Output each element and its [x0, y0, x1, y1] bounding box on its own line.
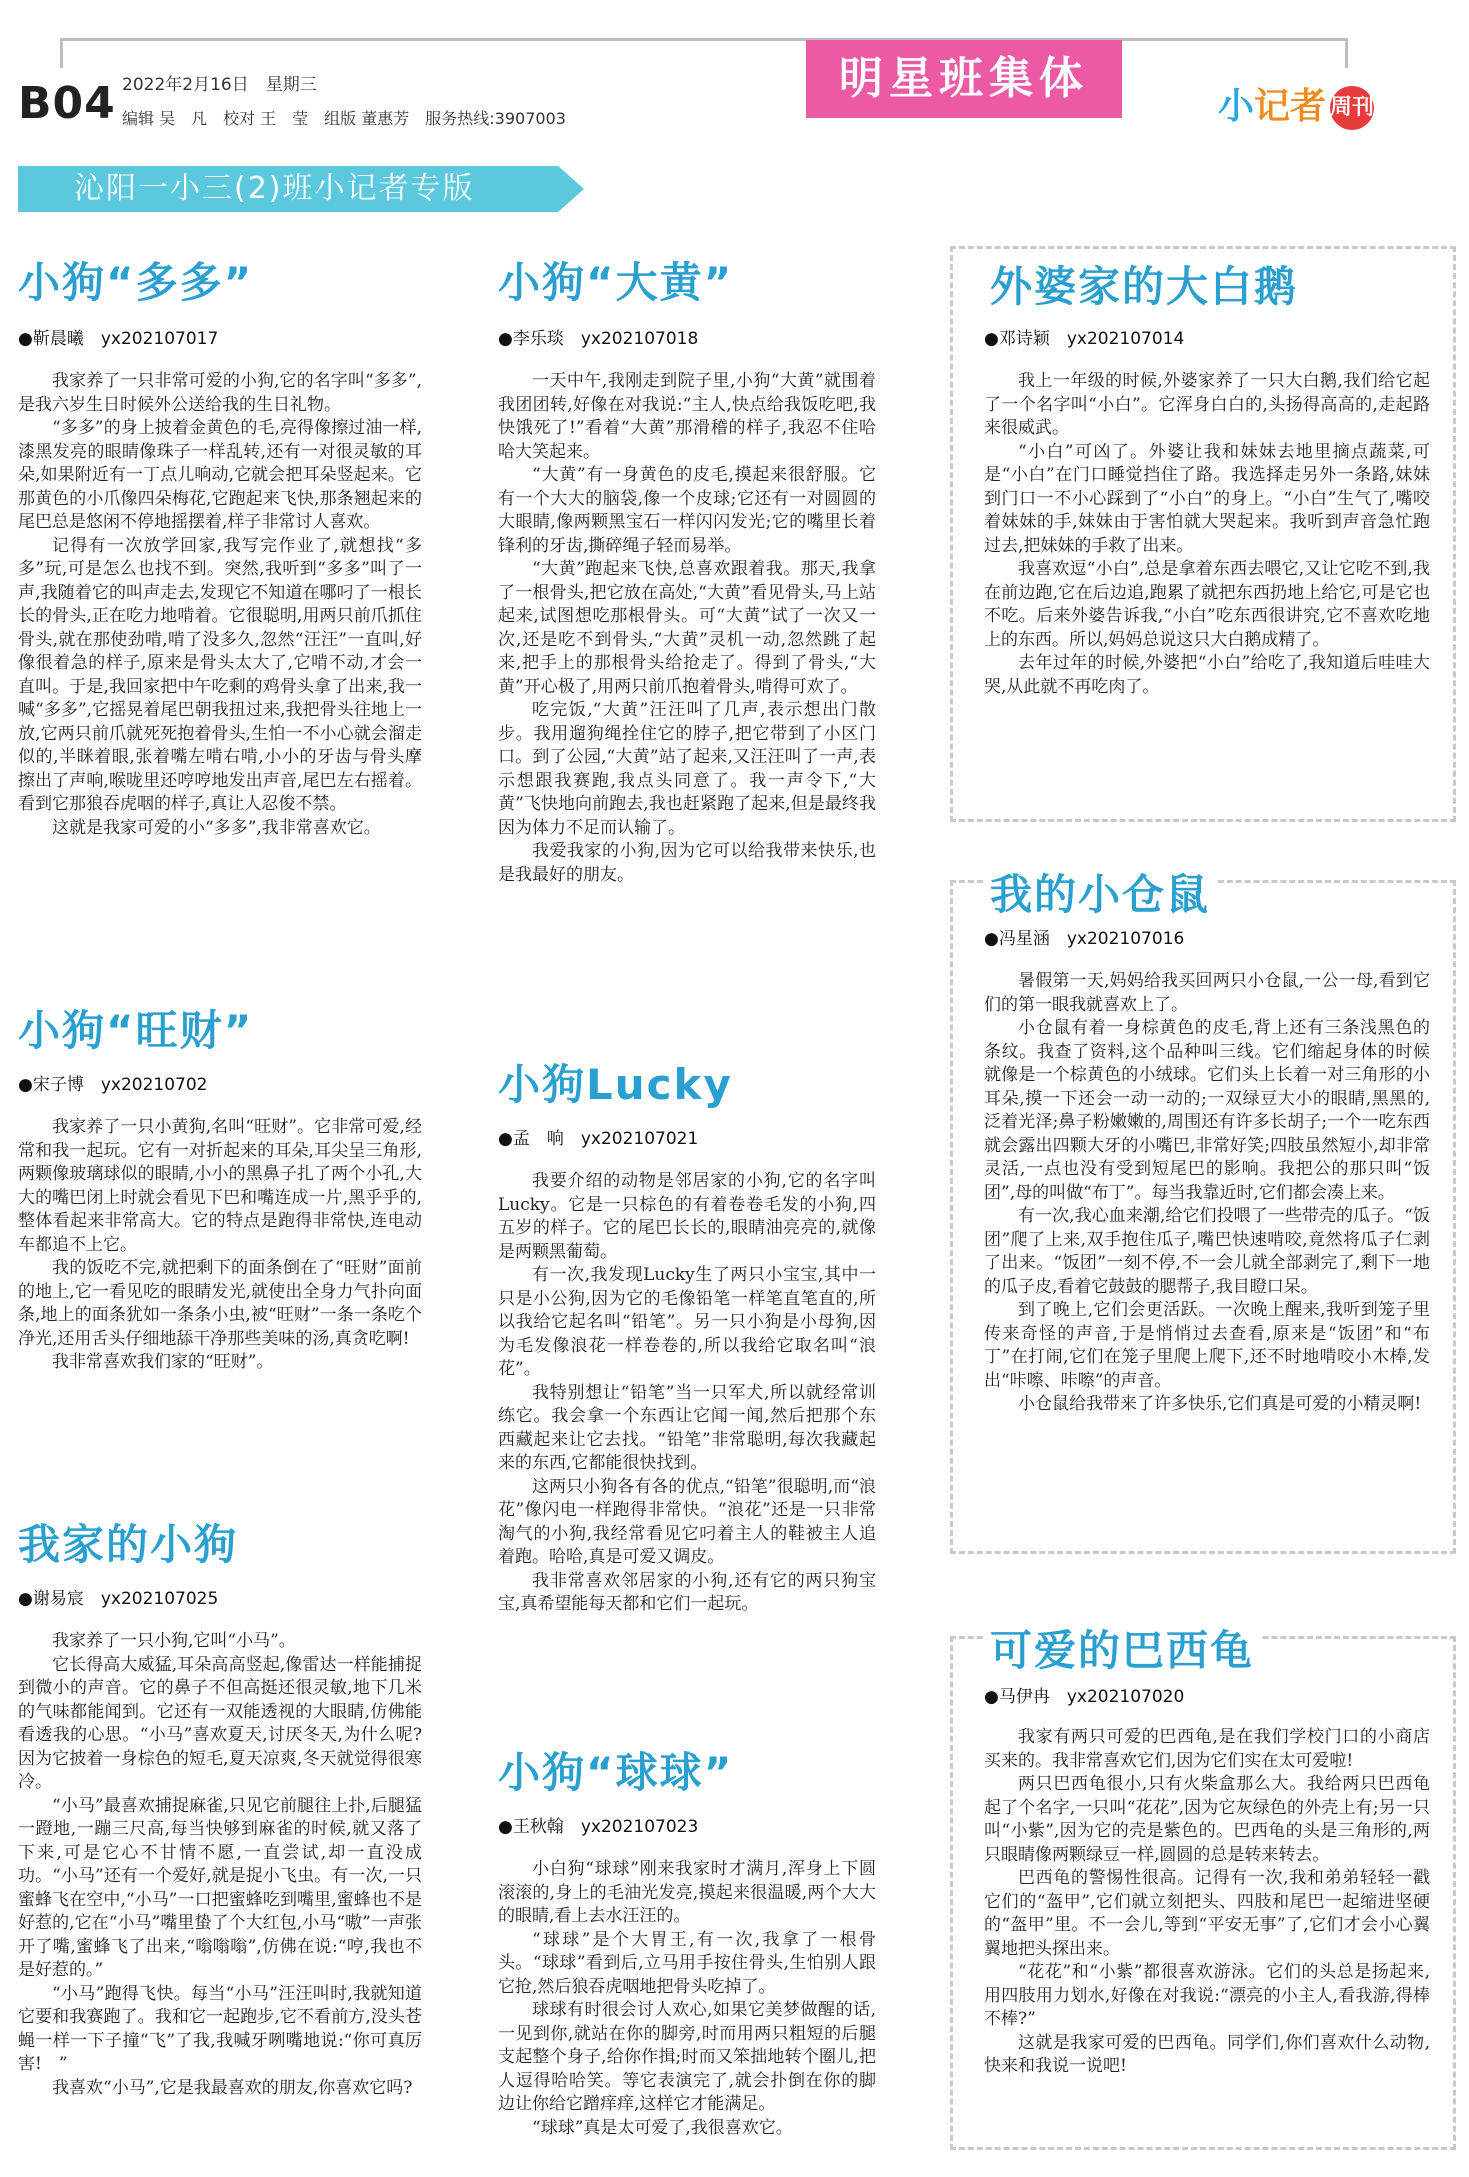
- article-paragraph: 两只巴西龟很小,只有火柴盒那么大。我给两只巴西龟起了个名字,一只叫“花花”,因为它灰绿色的外壳上有;另一只叫“小紫”,因为它的壳是紫色的。巴西龟的头是三角形的,两只眼睛像两颗绿豆一样,圆圆的总是转来转去。: [984, 1774, 1430, 1865]
- article-paragraph: “小白”可凶了。外婆让我和妹妹去地里摘点蔬菜,可是“小白”在门口睡觉挡住了路。我选择走另外一条路,妹妹到门口一不小心踩到了“小白”的身上。“小白”生气了,嘴咬着妹妹的手,妹妹由于害怕就大哭起来。我听到声音急忙跑过去,把妹妹的手救了出来。: [984, 441, 1430, 556]
- article-paragraph: 我上一年级的时候,外婆家养了一只大白鹅,我们给它起了一个名字叫“小白”。它浑身白白的,头扬得高高的,走起路来很威武。: [984, 371, 1430, 438]
- article-body: [18, 370, 422, 840]
- article-paragraph: 去年过年的时候,外婆把“小白”给吃了,我知道后哇哇大哭,从此就不再吃肉了。: [984, 653, 1430, 697]
- article-paragraph: 我家养了一只非常可爱的小狗,它的名字叫“多多”,是我六岁生日时候外公送给我的生日礼物。: [18, 371, 422, 415]
- article-paragraph: 我家养了一只小黄狗,名叫“旺财”。它非常可爱,经常和我一起玩。它有一对折起来的耳朵,耳尖呈三角形,两颗像玻璃球似的眼睛,小小的黑鼻子扎了两个小孔,大大的嘴巴闭上时就会看见下巴和嘴连成一片,黑乎乎的,整体看起来非常高大。它的特点是跑得非常快,连电动车都追不上它。: [18, 1117, 422, 1255]
- brand-logo-part1: 小: [1218, 86, 1255, 127]
- article-paragraph: 我的饭吃不完,就把剩下的面条倒在了“旺财”面前的地上,它一看见吃的眼睛发光,就使出全身力气扑向面条,地上的面条犹如一条条小虫,被“旺财”一条一条吃个净光,还用舌头仔细地舔干净那些美味的汤,真贪吃啊!: [18, 1258, 422, 1349]
- article-paragraph: 小白狗“球球”刚来我家时才满月,浑身上下圆滚滚的,身上的毛油光发亮,摸起来很温暖,两个大大的眼睛,看上去水汪汪的。: [498, 1859, 876, 1926]
- article-paragraph: 有一次,我心血来潮,给它们投喂了一些带壳的瓜子。“饭团”爬了上来,双手抱住瓜子,嘴巴快速啃咬,竟然将瓜子仁剥了出来。“饭团”一刻不停,不一会儿就全部剥完了,剩下一地的瓜子皮,看着它鼓鼓的腮帮子,我目瞪口呆。: [984, 1206, 1430, 1297]
- article-paragraph: 这就是我家可爱的小“多多”,我非常喜欢它。: [52, 817, 381, 838]
- article-author: ●马伊冉 yx202107020: [984, 1687, 1185, 1707]
- article-body: [498, 1170, 876, 1617]
- column-title: 沁阳一小三(2)班小记者专版: [74, 171, 475, 206]
- article-paragraph: 小仓鼠给我带来了许多快乐,它们真是可爱的小精灵啊!: [1018, 1394, 1422, 1414]
- article-body: [498, 1858, 876, 2140]
- article-title: 外婆家的大白鹅: [984, 254, 1304, 314]
- article-paragraph: 它长得高大威猛,耳朵高高竖起,像雷达一样能捕捉到微小的声音。它的鼻子不但高挺还很灵敏,地下几米的气味都能闻到。它还有一双能透视的大眼睛,仿佛能看透我的心思。“小马”喜欢夏天,讨厌冬天,为什么呢?因为它披着一身棕色的短毛,夏天凉爽,冬天就觉得很寒冷。: [18, 1654, 422, 1792]
- article-body: [498, 370, 876, 887]
- article-paragraph: “花花”和“小紫”都很喜欢游泳。它们的头总是扬起来,用四肢用力划水,好像在对我说:“漂亮的小主人,看我游,得棒不棒?”: [984, 1962, 1430, 2029]
- page-number: B04: [18, 78, 116, 129]
- article-title: 小狗“球球”: [498, 1748, 734, 1797]
- article-author: ●宋子博 yx20210702: [18, 1075, 208, 1095]
- article-title: 我的小仓鼠: [984, 862, 1216, 922]
- article-paragraph: 这两只小狗各有各的优点,“铅笔”很聪明,而“浪花”像闪电一样跑得非常快。“浪花”还是一只非常淘气的小狗,我经常看见它叼着主人的鞋被主人追着跑。哈哈,真是可爱又调皮。: [498, 1476, 876, 1567]
- article-author: ●孟 响 yx202107021: [498, 1129, 699, 1149]
- brand-badge: 周刊: [1330, 86, 1374, 130]
- header-rule-left: [60, 38, 63, 68]
- article-author: ●靳晨曦 yx202107017: [18, 329, 219, 349]
- article-body: [18, 1630, 422, 2100]
- column-banner: [18, 166, 558, 212]
- article-paragraph: “大黄”有一身黄色的皮毛,摸起来很舒服。它有一个大大的脑袋,像一个皮球;它还有一对圆圆的大眼睛,像两颗黑宝石一样闪闪发光;它的嘴里长着锋利的牙齿,撕碎绳子轻而易举。: [498, 465, 876, 556]
- article-paragraph: 到了晚上,它们会更活跃。一次晚上醒来,我听到笼子里传来奇怪的声音,于是悄悄过去查看,原来是“饭团”和“布丁”在打闹,它们在笼子里爬上爬下,还不时地啃咬小木棒,发出“咔嚓、咔嚓”的声音。: [984, 1300, 1430, 1391]
- article-paragraph: 暑假第一天,妈妈给我买回两只小仓鼠,一公一母,看到它们的第一眼我就喜欢上了。: [984, 971, 1430, 1015]
- section-banner: 明星班集体: [806, 40, 1122, 118]
- article-paragraph: “球球”真是太可爱了,我很喜欢它。: [532, 2117, 793, 2138]
- article-body: [984, 370, 1430, 699]
- brand-logo-part2: 记者: [1254, 86, 1327, 127]
- article-paragraph: 我爱我家的小狗,因为它可以给我带来快乐,也是我最好的朋友。: [498, 841, 876, 885]
- staff-credits: 编辑 吴 凡 校对 王 莹 组版 董惠芳 服务热线:3907003: [122, 109, 566, 128]
- article-paragraph: 这就是我家可爱的巴西龟。同学们,你们喜欢什么动物,快来和我说一说吧!: [984, 2032, 1430, 2076]
- article-author: ●邓诗颖 yx202107014: [984, 329, 1185, 349]
- article-title: 小狗“多多”: [18, 258, 254, 307]
- issue-date: 2022年2月16日 星期三: [122, 75, 317, 95]
- article-body: [984, 970, 1430, 1417]
- article-paragraph: 巴西龟的警惕性很高。记得有一次,我和弟弟轻轻一戳它们的“盔甲”,它们就立刻把头、四肢和尾巴一起缩进坚硬的“盔甲”里。不一会儿,等到“平安无事”了,它们才会小心翼翼地把头探出来。: [984, 1868, 1430, 1959]
- article-title: 小狗Lucky: [498, 1060, 733, 1109]
- article-paragraph: “小马”最喜欢捕捉麻雀,只见它前腿往上扑,后腿猛一蹬地,一蹦三尺高,每当快够到麻雀的时候,就又落了下来,可是它心不甘情不愿,一直尝试,却一直没成功。“小马”还有一个爱好,就是捉小飞虫。有一次,一只蜜蜂飞在空中,“小马”一口把蜜蜂吃到嘴里,蜜蜂也不是好惹的,它在“小马”嘴里蛰了个大红包,小马“嗷”一声张开了嘴,蜜蜂飞了出来,“嗡嗡嗡”,仿佛在说:“哼,我也不是好惹的。”: [18, 1795, 422, 1980]
- article-paragraph: 我要介绍的动物是邻居家的小狗,它的名字叫Lucky。它是一只棕色的有着卷卷毛发的小狗,四五岁的样子。它的尾巴长长的,眼睛油亮亮的,就像是两颗黑葡萄。: [498, 1171, 876, 1262]
- article-author: ●冯星涵 yx202107016: [984, 929, 1185, 949]
- article-paragraph: 小仓鼠有着一身棕黄色的皮毛,背上还有三条浅黑色的条纹。我查了资料,这个品种叫三线。它们缩起身体的时候就像是一个棕黄色的小绒球。它们头上长着一对三角形的小耳朵,摸一下还会一动一动的;一双绿豆大小的眼睛,黑黑的,泛着光泽;鼻子粉嫩嫩的,周围还有许多长胡子;一个一吃东西就会露出四颗大牙的小嘴巴,非常好笑;四肢虽然短小,却非常灵活,一点也没有受到短尾巴的影响。我把公的那只叫“饭团”,母的叫做“布丁”。每当我靠近时,它们都会凑上来。: [984, 1018, 1430, 1203]
- article-paragraph: 一天中午,我刚走到院子里,小狗“大黄”就围着我团团转,好像在对我说:“主人,快点给我饭吃吧,我快饿死了!”看着“大黄”那滑稽的样子,我忍不住哈哈大笑起来。: [498, 371, 876, 462]
- article-title: 小狗“大黄”: [498, 258, 734, 307]
- article-paragraph: 我喜欢“小马”,它是我最喜欢的朋友,你喜欢它吗?: [52, 2077, 413, 2098]
- article-title: 可爱的巴西龟: [984, 1618, 1260, 1678]
- header-rule: [60, 38, 1348, 41]
- article-title: 小狗“旺财”: [18, 1006, 254, 1055]
- brand-logo: [1218, 78, 1374, 130]
- article-paragraph: 我喜欢逗“小白”,总是拿着东西去喂它,又让它吃不到,我在前边跑,它在后边追,跑累了就把东西扔地上给它,可是它也不吃。后来外婆告诉我,“小白”吃东西很讲究,它不喜欢吃地上的东西。所以,妈妈总说这只大白鹅成精了。: [984, 559, 1430, 650]
- article-paragraph: “多多”的身上披着金黄色的毛,亮得像擦过油一样,漆黑发亮的眼睛像珠子一样乱转,还有一对很灵敏的耳朵,如果附近有一丁点儿响动,它就会把耳朵竖起来。它那黄色的小爪像四朵梅花,它跑起来飞快,那条翘起来的尾巴总是悠闲不停地摇摆着,样子非常讨人喜欢。: [18, 418, 422, 532]
- article-paragraph: 我特别想让“铅笔”当一只军犬,所以就经常训练它。我会拿一个东西让它闻一闻,然后把那个东西藏起来让它去找。“铅笔”非常聪明,每次我藏起来的东西,它都能很快找到。: [498, 1382, 876, 1473]
- article-author: ●谢易宸 yx202107025: [18, 1589, 219, 1609]
- article-body: [18, 1116, 422, 1375]
- article-paragraph: 球球有时很会讨人欢心,如果它美梦做醒的话,一见到你,就站在你的脚旁,时而用两只粗短的后腿支起整个身子,给你作揖;时而又笨拙地转个圈儿,把人逗得哈哈笑。等它表演完了,就会扑倒在你的脚边让你给它蹭痒痒,这样它才能满足。: [498, 2000, 876, 2114]
- article-paragraph: 我非常喜欢我们家的“旺财”。: [52, 1352, 274, 1372]
- article-paragraph: 我家养了一只小狗,它叫“小马”。: [52, 1631, 296, 1651]
- article-paragraph: 我非常喜欢邻居家的小狗,还有它的两只狗宝宝,真希望能每天都和它们一起玩。: [498, 1570, 876, 1614]
- article-paragraph: 有一次,我发现Lucky生了两只小宝宝,其中一只是小公狗,因为它的毛像铅笔一样笔直笔直的,所以我给它起名叫“铅笔”。另一只小狗是小母狗,因为毛发像浪花一样卷卷的,所以我给它取名叫“浪花”。: [498, 1265, 876, 1379]
- article-paragraph: 我家有两只可爱的巴西龟,是在我们学校门口的小商店买来的。我非常喜欢它们,因为它们实在太可爱啦!: [984, 1727, 1430, 1771]
- article-paragraph: 吃完饭,“大黄”汪汪叫了几声,表示想出门散步。我用遛狗绳拴住它的脖子,把它带到了小区门口。到了公园,“大黄”站了起来,又汪汪叫了一声,表示想跟我赛跑,我点头同意了。我一声令下,“大黄”飞快地向前跑去,我也赶紧跑了起来,但是最终我因为体力不足而认输了。: [498, 700, 876, 838]
- article-author: ●李乐琰 yx202107018: [498, 329, 699, 349]
- article-author: ●王秋翰 yx202107023: [498, 1817, 699, 1837]
- article-paragraph: “小马”跑得飞快。每当“小马”汪汪叫时,我就知道它要和我赛跑了。我和它一起跑步,它不看前方,没头苍蝇一样一下子撞“飞”了我,我喊牙咧嘴地说:“你可真厉害! ”: [18, 1983, 422, 2074]
- article-body: [984, 1726, 1430, 2079]
- article-title: 我家的小狗: [18, 1520, 239, 1569]
- article-paragraph: “球球”是个大胃王,有一次,我拿了一根骨头。“球球”看到后,立马用手按住骨头,生怕别人跟它抢,然后狼吞虎咽地把骨头吃掉了。: [498, 1929, 876, 1997]
- article-paragraph: 记得有一次放学回家,我写完作业了,就想找“多多”玩,可是怎么也找不到。突然,我听到“多多”叫了一声,我随着它的叫声走去,发现它不知道在哪叼了一根长长的骨头,正在吃力地啃着。它很聪明,用两只前爪抓住骨头,就在那使劲啃,啃了没多久,忽然“汪汪”一直叫,好像很着急的样子,原来是骨头太大了,它啃不动,才会一直叫。于是,我回家把中午吃剩的鸡骨头拿了出来,我一喊“多多”,它摇晃着尾巴朝我扭过来,我把骨头往地上一放,它两只前爪就死死抱着骨头,生怕一不小心就会溜走似的,半眯着眼,张着嘴左啃右啃,小小的牙齿与骨头摩擦出了声响,喉咙里还哼哼地发出声音,尾巴左右摇着。看到它那狼吞虎咽的样子,真让人忍俊不禁。: [18, 535, 422, 814]
- header-rule-right: [1345, 38, 1348, 68]
- article-paragraph: “大黄”跑起来飞快,总喜欢跟着我。那天,我拿了一根骨头,把它放在高处,“大黄”看见骨头,马上站起来,试图想吃那根骨头。可“大黄”试了一次又一次,还是吃不到骨头,“大黄”灵机一动,忽然跳了起来,把手上的那根骨头给抢走了。得到了骨头,“大黄”开心极了,用两只前爪抱着骨头,啃得可欢了。: [498, 559, 876, 697]
